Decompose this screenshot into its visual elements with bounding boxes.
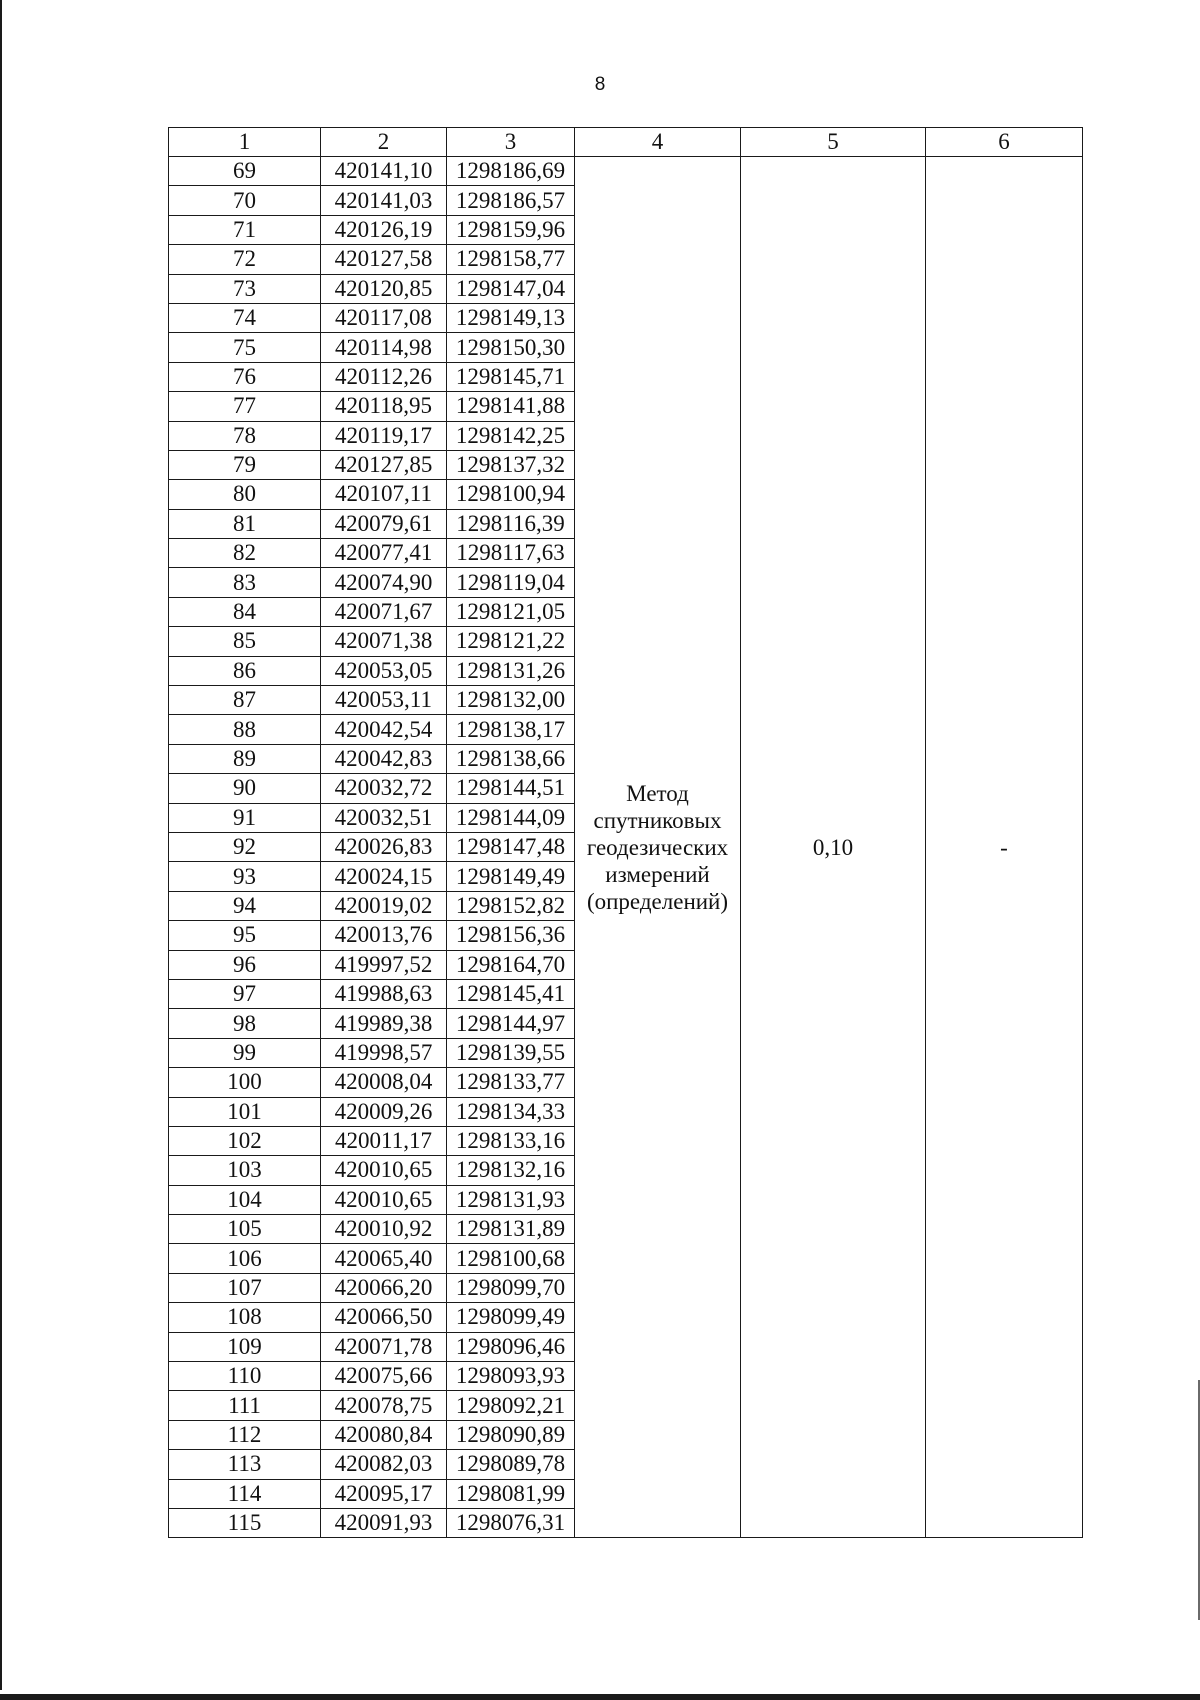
y-coordinate-cell: 1298076,31	[447, 1508, 575, 1537]
header-row	[169, 128, 1083, 157]
y-coordinate-cell: 1298144,97	[447, 1009, 575, 1038]
x-coordinate-cell: 420071,78	[321, 1332, 447, 1361]
x-coordinate-cell: 420071,38	[321, 627, 447, 656]
y-coordinate-cell: 1298132,00	[447, 686, 575, 715]
y-coordinate-cell: 1298186,57	[447, 186, 575, 215]
x-coordinate-cell: 420019,02	[321, 891, 447, 920]
y-coordinate-cell: 1298141,88	[447, 392, 575, 421]
y-coordinate-cell: 1298159,96	[447, 215, 575, 244]
x-coordinate-cell: 420053,05	[321, 656, 447, 685]
y-coordinate-cell: 1298121,22	[447, 627, 575, 656]
y-coordinate-cell: 1298092,21	[447, 1391, 575, 1420]
x-coordinate-cell: 420127,58	[321, 245, 447, 274]
x-coordinate-cell: 420008,04	[321, 1068, 447, 1097]
x-coordinate-cell: 420119,17	[321, 421, 447, 450]
point-number-cell: 85	[169, 627, 321, 656]
x-coordinate-cell: 420075,66	[321, 1362, 447, 1391]
x-coordinate-cell: 420074,90	[321, 568, 447, 597]
point-number-cell: 96	[169, 950, 321, 979]
point-number-cell: 90	[169, 774, 321, 803]
y-coordinate-cell: 1298138,17	[447, 715, 575, 744]
y-coordinate-cell: 1298100,94	[447, 480, 575, 509]
point-number-cell: 79	[169, 450, 321, 479]
y-coordinate-cell: 1298081,99	[447, 1479, 575, 1508]
x-coordinate-cell: 420118,95	[321, 392, 447, 421]
x-coordinate-cell: 420127,85	[321, 450, 447, 479]
y-coordinate-cell: 1298133,77	[447, 1068, 575, 1097]
y-coordinate-cell: 1298099,70	[447, 1273, 575, 1302]
point-number-cell: 73	[169, 274, 321, 303]
y-coordinate-cell: 1298142,25	[447, 421, 575, 450]
point-number-cell: 104	[169, 1185, 321, 1214]
y-coordinate-cell: 1298144,09	[447, 803, 575, 832]
point-number-cell: 74	[169, 303, 321, 332]
y-coordinate-cell: 1298138,66	[447, 744, 575, 773]
point-number-cell: 108	[169, 1303, 321, 1332]
y-coordinate-cell: 1298116,39	[447, 509, 575, 538]
point-number-cell: 75	[169, 333, 321, 362]
y-coordinate-cell: 1298093,93	[447, 1362, 575, 1391]
scan-edge-bottom	[0, 1694, 1200, 1700]
point-number-cell: 114	[169, 1479, 321, 1508]
y-coordinate-cell: 1298100,68	[447, 1244, 575, 1273]
x-coordinate-cell: 420032,72	[321, 774, 447, 803]
point-number-cell: 99	[169, 1038, 321, 1067]
point-number-cell: 92	[169, 832, 321, 861]
method-text-line: измерений	[605, 861, 710, 887]
point-number-cell: 93	[169, 862, 321, 891]
x-coordinate-cell: 420080,84	[321, 1420, 447, 1449]
x-coordinate-cell: 420141,10	[321, 157, 447, 186]
x-coordinate-cell: 420010,65	[321, 1185, 447, 1214]
point-number-cell: 82	[169, 539, 321, 568]
point-number-cell: 110	[169, 1362, 321, 1391]
y-coordinate-cell: 1298156,36	[447, 921, 575, 950]
method-text-line: (определений)	[586, 888, 729, 914]
x-coordinate-cell: 419997,52	[321, 950, 447, 979]
column-header: 3	[447, 128, 575, 157]
y-coordinate-cell: 1298119,04	[447, 568, 575, 597]
x-coordinate-cell: 419989,38	[321, 1009, 447, 1038]
x-coordinate-cell: 420010,65	[321, 1156, 447, 1185]
x-coordinate-cell: 420107,11	[321, 480, 447, 509]
y-coordinate-cell: 1298132,16	[447, 1156, 575, 1185]
point-number-cell: 86	[169, 656, 321, 685]
y-coordinate-cell: 1298121,05	[447, 597, 575, 626]
x-coordinate-cell: 420026,83	[321, 832, 447, 861]
point-number-cell: 95	[169, 921, 321, 950]
x-coordinate-cell: 420112,26	[321, 362, 447, 391]
point-number-cell: 78	[169, 421, 321, 450]
y-coordinate-cell: 1298152,82	[447, 891, 575, 920]
x-coordinate-cell: 420120,85	[321, 274, 447, 303]
y-coordinate-cell: 1298089,78	[447, 1450, 575, 1479]
y-coordinate-cell: 1298131,93	[447, 1185, 575, 1214]
x-coordinate-cell: 420065,40	[321, 1244, 447, 1273]
y-coordinate-cell: 1298145,71	[447, 362, 575, 391]
page-number: 8	[594, 74, 606, 95]
y-coordinate-cell: 1298164,70	[447, 950, 575, 979]
x-coordinate-cell: 420066,20	[321, 1273, 447, 1302]
point-number-cell: 106	[169, 1244, 321, 1273]
y-coordinate-cell: 1298099,49	[447, 1303, 575, 1332]
x-coordinate-cell: 420032,51	[321, 803, 447, 832]
point-number-cell: 94	[169, 891, 321, 920]
x-coordinate-cell: 420079,61	[321, 509, 447, 538]
x-coordinate-cell: 420117,08	[321, 303, 447, 332]
point-number-cell: 70	[169, 186, 321, 215]
x-coordinate-cell: 420066,50	[321, 1303, 447, 1332]
column-6-cell: -	[926, 157, 1083, 1538]
y-coordinate-cell: 1298150,30	[447, 333, 575, 362]
point-number-cell: 101	[169, 1097, 321, 1126]
y-coordinate-cell: 1298137,32	[447, 450, 575, 479]
y-coordinate-cell: 1298149,13	[447, 303, 575, 332]
point-number-cell: 84	[169, 597, 321, 626]
y-coordinate-cell: 1298096,46	[447, 1332, 575, 1361]
x-coordinate-cell: 420009,26	[321, 1097, 447, 1126]
point-number-cell: 91	[169, 803, 321, 832]
point-number-cell: 109	[169, 1332, 321, 1361]
y-coordinate-cell: 1298131,26	[447, 656, 575, 685]
point-number-cell: 103	[169, 1156, 321, 1185]
table-row	[169, 157, 1083, 186]
x-coordinate-cell: 420042,83	[321, 744, 447, 773]
y-coordinate-cell: 1298144,51	[447, 774, 575, 803]
y-coordinate-cell: 1298117,63	[447, 539, 575, 568]
y-coordinate-cell: 1298186,69	[447, 157, 575, 186]
y-coordinate-cell: 1298147,04	[447, 274, 575, 303]
point-number-cell: 111	[169, 1391, 321, 1420]
point-number-cell: 69	[169, 157, 321, 186]
point-number-cell: 88	[169, 715, 321, 744]
x-coordinate-cell: 420078,75	[321, 1391, 447, 1420]
point-number-cell: 113	[169, 1450, 321, 1479]
x-coordinate-cell: 420126,19	[321, 215, 447, 244]
x-coordinate-cell: 420091,93	[321, 1508, 447, 1537]
x-coordinate-cell: 420095,17	[321, 1479, 447, 1508]
y-coordinate-cell: 1298145,41	[447, 979, 575, 1008]
x-coordinate-cell: 420042,54	[321, 715, 447, 744]
x-coordinate-cell: 420024,15	[321, 862, 447, 891]
x-coordinate-cell: 419998,57	[321, 1038, 447, 1067]
y-coordinate-cell: 1298147,48	[447, 832, 575, 861]
y-coordinate-cell: 1298134,33	[447, 1097, 575, 1126]
x-coordinate-cell: 420053,11	[321, 686, 447, 715]
point-number-cell: 100	[169, 1068, 321, 1097]
scan-edge-left	[0, 0, 2, 1690]
x-coordinate-cell: 420010,92	[321, 1215, 447, 1244]
point-number-cell: 77	[169, 392, 321, 421]
x-coordinate-cell: 420071,67	[321, 597, 447, 626]
method-text-line: Метод	[626, 780, 689, 806]
accuracy-cell: 0,10	[741, 157, 926, 1538]
point-number-cell: 112	[169, 1420, 321, 1449]
point-number-cell: 102	[169, 1126, 321, 1155]
y-coordinate-cell: 1298149,49	[447, 862, 575, 891]
method-text-line: спутниковых	[593, 807, 722, 833]
y-coordinate-cell: 1298139,55	[447, 1038, 575, 1067]
point-number-cell: 71	[169, 215, 321, 244]
method-cell	[575, 157, 741, 1538]
x-coordinate-cell: 420141,03	[321, 186, 447, 215]
point-number-cell: 81	[169, 509, 321, 538]
x-coordinate-cell: 420077,41	[321, 539, 447, 568]
coordinates-table	[168, 127, 1083, 1538]
point-number-cell: 97	[169, 979, 321, 1008]
y-coordinate-cell: 1298158,77	[447, 245, 575, 274]
point-number-cell: 89	[169, 744, 321, 773]
point-number-cell: 87	[169, 686, 321, 715]
y-coordinate-cell: 1298131,89	[447, 1215, 575, 1244]
point-number-cell: 76	[169, 362, 321, 391]
point-number-cell: 72	[169, 245, 321, 274]
x-coordinate-cell: 420011,17	[321, 1126, 447, 1155]
point-number-cell: 115	[169, 1508, 321, 1537]
point-number-cell: 107	[169, 1273, 321, 1302]
column-header: 2	[321, 128, 447, 157]
y-coordinate-cell: 1298090,89	[447, 1420, 575, 1449]
column-header: 6	[926, 128, 1083, 157]
table-body	[169, 157, 1083, 1538]
x-coordinate-cell: 420082,03	[321, 1450, 447, 1479]
x-coordinate-cell: 419988,63	[321, 979, 447, 1008]
column-header: 1	[169, 128, 321, 157]
column-header: 4	[575, 128, 741, 157]
point-number-cell: 98	[169, 1009, 321, 1038]
point-number-cell: 83	[169, 568, 321, 597]
x-coordinate-cell: 420013,76	[321, 921, 447, 950]
point-number-cell: 105	[169, 1215, 321, 1244]
x-coordinate-cell: 420114,98	[321, 333, 447, 362]
y-coordinate-cell: 1298133,16	[447, 1126, 575, 1155]
column-header: 5	[741, 128, 926, 157]
method-text-line: геодезических	[586, 834, 729, 860]
point-number-cell: 80	[169, 480, 321, 509]
